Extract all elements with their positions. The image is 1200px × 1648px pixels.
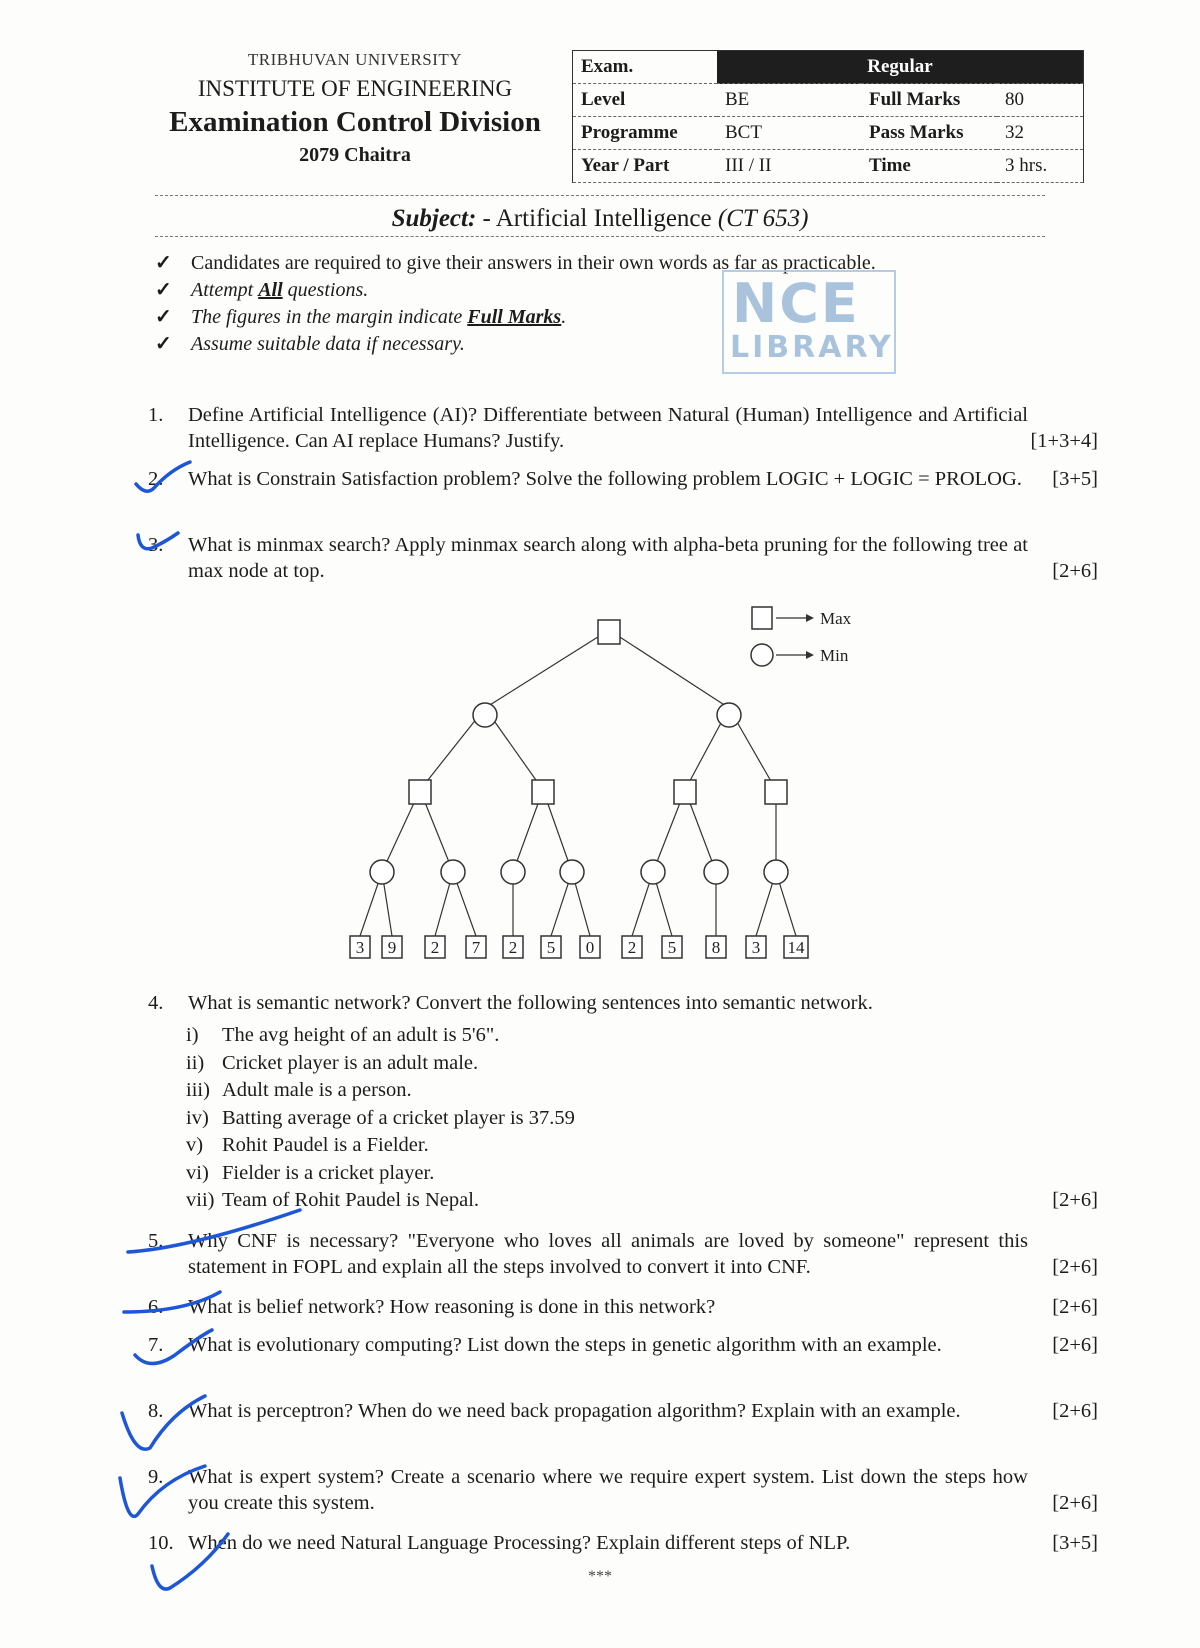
level-value: BE: [717, 84, 861, 117]
leaf-value: 5: [546, 938, 556, 957]
leaf-value: 3: [751, 938, 761, 957]
subject-line: [0, 205, 1200, 233]
instruction-item: ✓ Assume suitable data if necessary.: [155, 331, 876, 358]
leaf-node: [382, 936, 402, 958]
check-icon: ✓: [155, 252, 172, 274]
leaf-value: 7: [471, 938, 481, 957]
library-stamp: NCE LIBRARY: [722, 270, 896, 374]
arrow-icon: [806, 651, 814, 659]
min-node: [717, 703, 741, 727]
sentence-item: v) Rohit Paudel is a Fielder.: [186, 1134, 429, 1156]
programme-label: Programme: [573, 117, 718, 150]
leaf-value: 2: [508, 938, 518, 957]
leaf-node: [425, 936, 445, 958]
question-9: 9. What is expert system? Create a scenario where we require expert system. List down the steps how you create this system. [2+6]: [148, 1466, 1098, 1514]
question-7: 7. What is evolutionary computing? List down the steps in genetic algorithm with an example. [2+6]: [148, 1334, 1098, 1356]
instruction-item: ✓ The figures in the margin indicate Full Marks.: [155, 304, 876, 331]
sentence-item: vi) Fielder is a cricket player.: [186, 1161, 435, 1184]
instruction-item: ✓ Attempt All questions.: [155, 277, 876, 304]
leaf-nodes: [350, 936, 808, 958]
check-icon: ✓: [155, 306, 172, 328]
max-node: [674, 780, 696, 804]
university-name: TRIBHUVAN UNIVERSITY: [247, 50, 463, 69]
leaf-value: 5: [667, 938, 677, 957]
question-3: 3. What is minmax search? Apply minmax search along with alpha-beta pruning for the following tree at max node at top. [2+6]: [148, 534, 1098, 582]
time-label: Time: [861, 150, 997, 183]
subject-dash: -: [482, 205, 491, 232]
end-marker: ***: [588, 1568, 612, 1585]
min-node: [641, 860, 665, 884]
leaf-value: 2: [430, 938, 440, 957]
max-node: [532, 780, 554, 804]
arrow-icon: [806, 614, 814, 622]
year-part-label: Year / Part: [573, 150, 718, 183]
leaf-value: 14: [787, 938, 805, 957]
min-node: [501, 860, 525, 884]
subject-name: Artificial Intelligence: [495, 205, 712, 232]
min-node: [370, 860, 394, 884]
leaf-value: 8: [711, 938, 721, 957]
legend-min-label: Min: [820, 646, 849, 665]
min-node: [473, 703, 497, 727]
year-part-value: III / II: [717, 150, 861, 183]
leaf-node: [350, 936, 370, 958]
leaf-value: 3: [355, 938, 365, 957]
legend-max-label: Max: [820, 609, 852, 628]
leaf-node: [662, 936, 682, 958]
level-label: Level: [573, 84, 718, 117]
full-marks-label: Full Marks: [861, 84, 997, 117]
leaf-node: [580, 936, 600, 958]
min-node: [764, 860, 788, 884]
legend-min-circle: [751, 644, 773, 666]
sentence-item: iii) Adult male is a person.: [186, 1079, 412, 1101]
pass-marks-value: 32: [997, 117, 1084, 150]
divider-bottom: [155, 236, 1045, 237]
min-node: [704, 860, 728, 884]
sentence-item: ii) Cricket player is an adult male.: [186, 1051, 479, 1074]
division-name: Examination Control Division: [169, 106, 541, 138]
check-icon: ✓: [155, 333, 172, 355]
leaf-node: [541, 936, 561, 958]
leaf-node: [784, 936, 808, 958]
max-node: [409, 780, 431, 804]
leaf-value: 2: [627, 938, 637, 957]
exam-label: Exam.: [573, 51, 718, 84]
sentence-list: [186, 1022, 575, 1215]
subject-label: Subject:: [391, 205, 477, 232]
question-4: 4. What is semantic network? Convert the following sentences into semantic network.: [148, 992, 873, 1014]
leaf-node: [746, 936, 766, 958]
sentence-item: iv) Batting average of a cricket player is 37.59: [186, 1106, 575, 1129]
programme-value: BCT: [717, 117, 861, 150]
time-value: 3 hrs.: [997, 150, 1084, 183]
question-1: 1. Define Artificial Intelligence (AI)? Differentiate between Natural (Human) Intelligence and Artificial Intelligence. Can AI replace Humans? Justify. [1+3+4]: [148, 404, 1098, 452]
full-marks-value: 80: [997, 84, 1084, 117]
max-node: [598, 620, 620, 644]
exam-session: 2079 Chaitra: [299, 144, 411, 166]
exam-info-table: [572, 50, 1084, 183]
question-2: 2. What is Constrain Satisfaction problem? Solve the following problem LOGIC + LOGIC = PROLOG. [3+5]: [148, 468, 1098, 490]
leaf-node: [466, 936, 486, 958]
min-node: [560, 860, 584, 884]
leaf-node: [622, 936, 642, 958]
minmax-tree: [340, 600, 860, 970]
check-icon: ✓: [155, 279, 172, 301]
question-10: 10. When do we need Natural Language Processing? Explain different steps of NLP. [3+5]: [148, 1532, 1098, 1554]
sentence-item: vii) Team of Rohit Paudel is Nepal.: [186, 1189, 480, 1211]
max-node: [765, 780, 787, 804]
min-node: [441, 860, 465, 884]
sentence-item: i) The avg height of an adult is 5'6".: [186, 1024, 500, 1046]
leaf-value: 0: [585, 938, 595, 957]
subject-code: (CT 653): [717, 205, 809, 232]
leaf-value: 9: [387, 938, 397, 957]
divider-top: [155, 195, 1045, 196]
question-6: 6. What is belief network? How reasoning is done in this network? [2+6]: [148, 1296, 1098, 1318]
institute-name: INSTITUTE OF ENGINEERING: [197, 76, 513, 101]
legend-max-square: [752, 607, 772, 629]
leaf-node: [706, 936, 726, 958]
question-4-marks: [2+6]: [1052, 1189, 1098, 1211]
instruction-item: ✓ Candidates are required to give their answers in their own words as far as practicable.: [155, 250, 876, 277]
exam-value: Regular: [717, 51, 1084, 84]
leaf-node: [503, 936, 523, 958]
pass-marks-label: Pass Marks: [861, 117, 997, 150]
question-5: 5. Why CNF is necessary? "Everyone who loves all animals are loved by someone" represent this statement in FOPL and explain all the steps involved to convert it into CNF. [2+6]: [148, 1230, 1098, 1278]
question-8: 8. What is perceptron? When do we need back propagation algorithm? Explain with an example. [2+6]: [148, 1400, 1098, 1422]
